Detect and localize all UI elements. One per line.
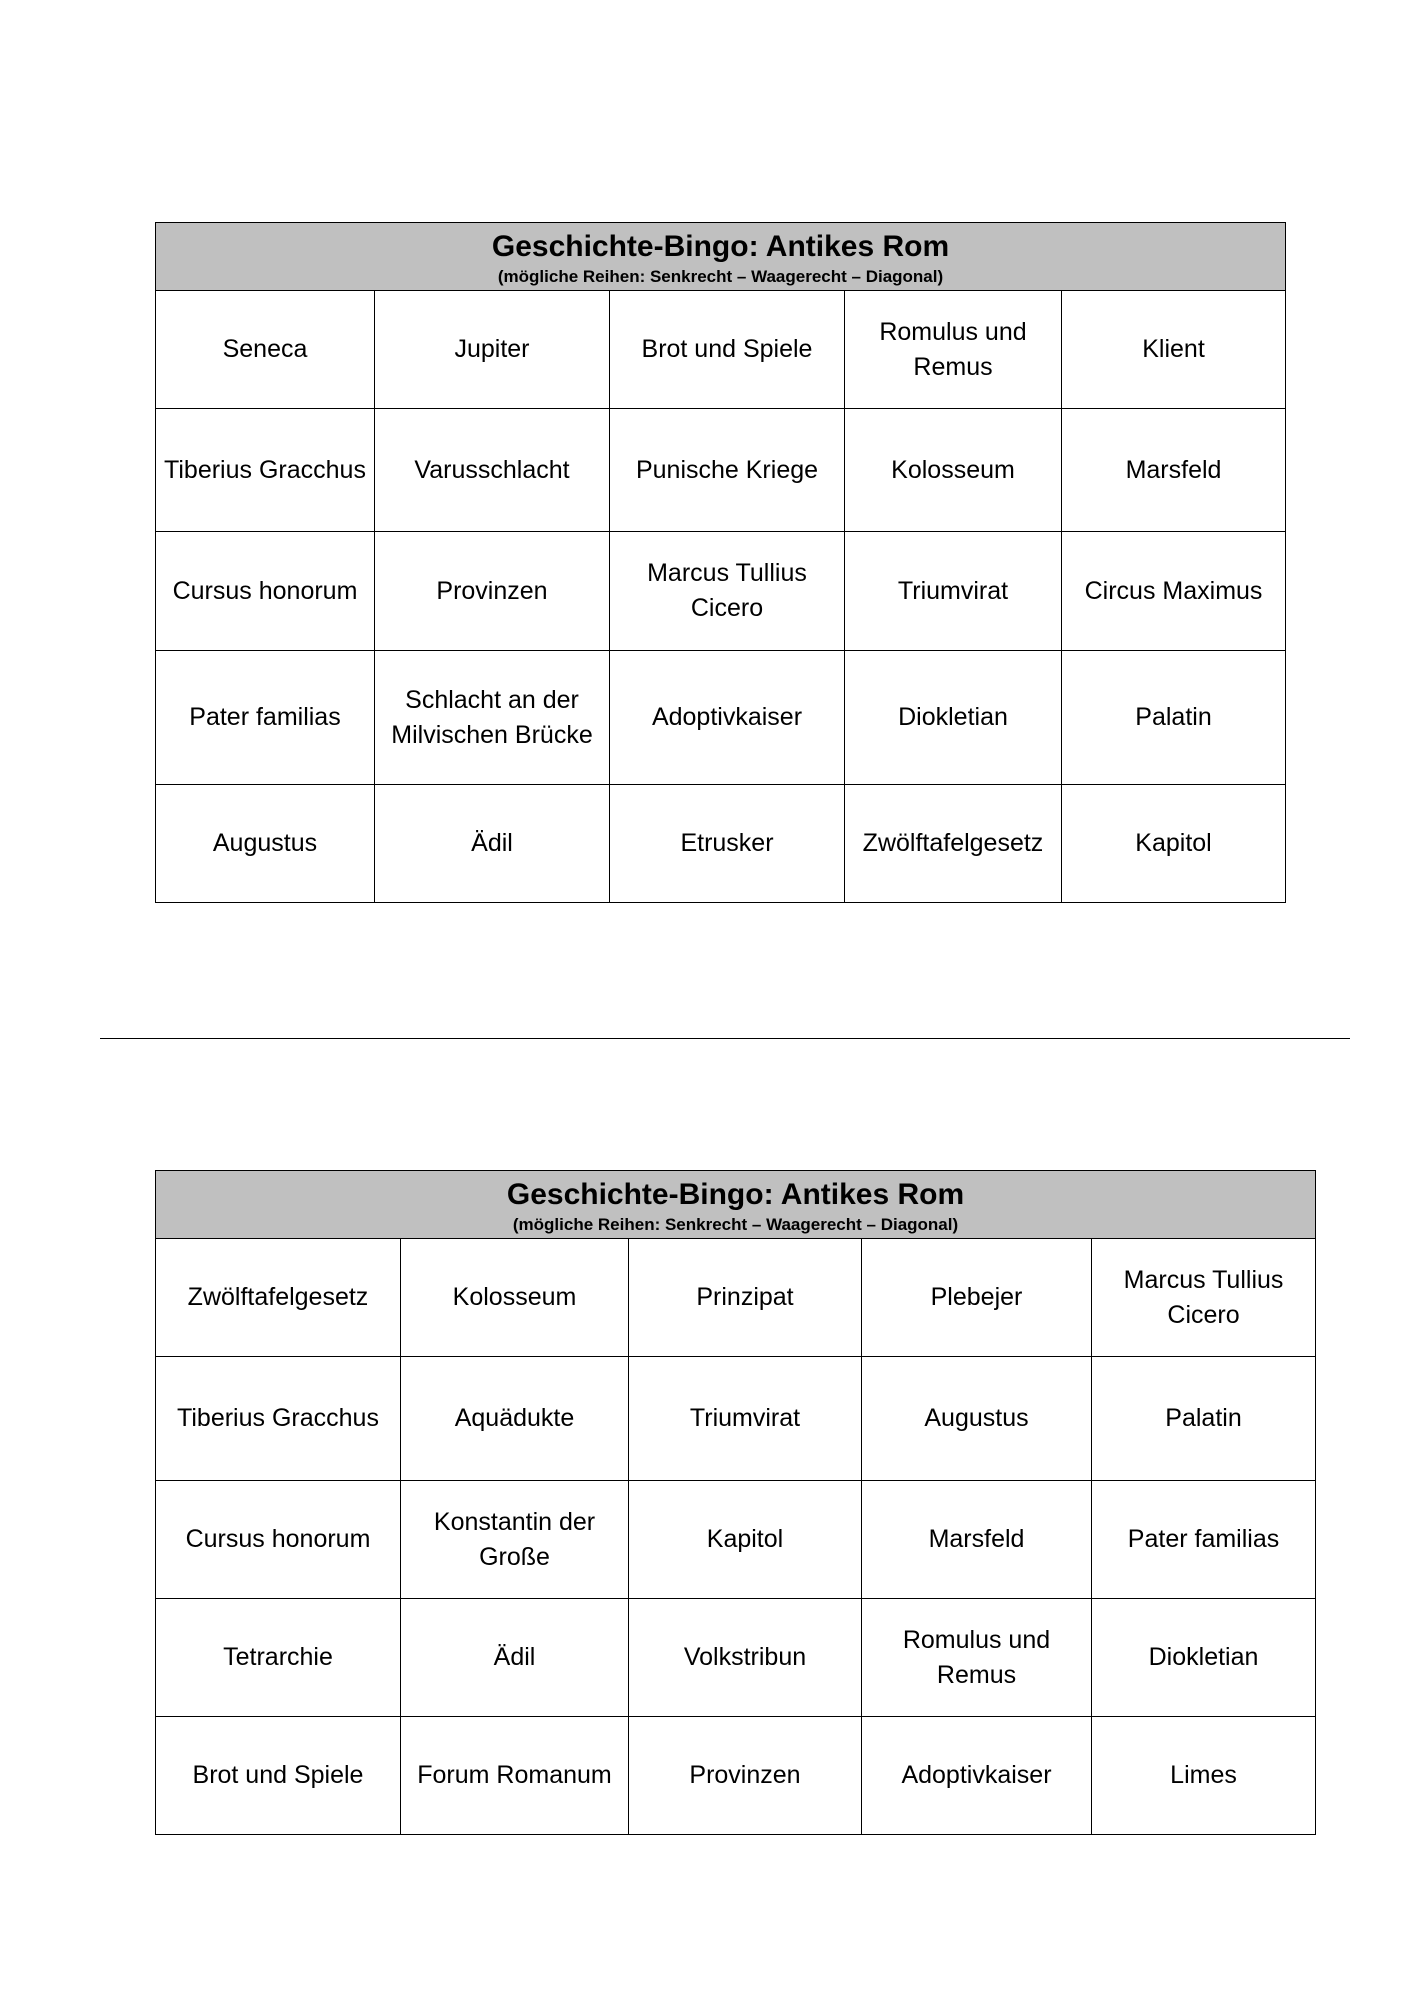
bingo-cell: Tiberius Gracchus [156,409,375,532]
bingo-cell: Brot und Spiele [156,1717,401,1835]
bingo-cell: Adoptivkaiser [610,651,845,785]
bingo-cell: Palatin [1092,1357,1316,1481]
bingo-cell: Kapitol [629,1481,862,1599]
cut-divider-line [100,1038,1350,1039]
bingo-row [156,1239,1316,1357]
bingo-cell: Palatin [1062,651,1286,785]
bingo-cell: Zwölftafelgesetz [845,785,1062,903]
bingo-cell: Schlacht an der Milvischen Brücke [375,651,610,785]
bingo-cell: Kolosseum [401,1239,629,1357]
bingo-cell: Cursus honorum [156,1481,401,1599]
card-subtitle: (mögliche Reihen: Senkrecht – Waagerecht – Diagonal) [497,266,944,286]
bingo-row [156,291,1286,409]
bingo-cell: Ädil [375,785,610,903]
bingo-cell: Romulus und Remus [845,291,1062,409]
bingo-cell: Kolosseum [845,409,1062,532]
bingo-cell: Konstantin der Große [401,1481,629,1599]
bingo-cell: Marcus Tullius Cicero [1092,1239,1316,1357]
bingo-row [156,409,1286,532]
bingo-card-2 [155,1170,1316,1835]
bingo-cell: Circus Maximus [1062,532,1286,651]
bingo-row [156,532,1286,651]
bingo-cell: Varusschlacht [375,409,610,532]
bingo-cell: Triumvirat [629,1357,862,1481]
bingo-row [156,1357,1316,1481]
bingo-cell: Volkstribun [629,1599,862,1717]
bingo-row [156,785,1286,903]
bingo-cell: Marcus Tullius Cicero [610,532,845,651]
bingo-row [156,1717,1316,1835]
card-header [156,1171,1316,1239]
bingo-cell: Aquädukte [401,1357,629,1481]
bingo-cell: Limes [1092,1717,1316,1835]
bingo-cell: Provinzen [375,532,610,651]
bingo-cell: Marsfeld [862,1481,1092,1599]
bingo-cell: Augustus [156,785,375,903]
bingo-cell: Seneca [156,291,375,409]
card-subtitle: (mögliche Reihen: Senkrecht – Waagerecht – Diagonal) [512,1214,959,1234]
bingo-cell: Marsfeld [1062,409,1286,532]
bingo-cell: Pater familias [1092,1481,1316,1599]
bingo-cell: Jupiter [375,291,610,409]
bingo-row [156,1481,1316,1599]
bingo-cell: Augustus [862,1357,1092,1481]
bingo-cell: Forum Romanum [401,1717,629,1835]
bingo-cell: Plebejer [862,1239,1092,1357]
bingo-cell: Tetrarchie [156,1599,401,1717]
card-title: Geschichte-Bingo: Antikes Rom [491,229,950,263]
bingo-card-1 [155,222,1286,903]
bingo-cell: Romulus und Remus [862,1599,1092,1717]
bingo-cell: Cursus honorum [156,532,375,651]
bingo-cell: Klient [1062,291,1286,409]
bingo-row [156,651,1286,785]
card-header-row [156,223,1286,291]
bingo-cell: Diokletian [1092,1599,1316,1717]
bingo-cell: Kapitol [1062,785,1286,903]
bingo-cell: Adoptivkaiser [862,1717,1092,1835]
bingo-cell: Triumvirat [845,532,1062,651]
bingo-cell: Prinzipat [629,1239,862,1357]
bingo-cell: Etrusker [610,785,845,903]
bingo-cell: Brot und Spiele [610,291,845,409]
bingo-cell: Punische Kriege [610,409,845,532]
bingo-cell: Provinzen [629,1717,862,1835]
card-header-row [156,1171,1316,1239]
bingo-row [156,1599,1316,1717]
card-title: Geschichte-Bingo: Antikes Rom [506,1177,965,1211]
card-header [156,223,1286,291]
bingo-cell: Zwölftafelgesetz [156,1239,401,1357]
bingo-cell: Ädil [401,1599,629,1717]
bingo-cell: Pater familias [156,651,375,785]
bingo-cell: Tiberius Gracchus [156,1357,401,1481]
bingo-cell: Diokletian [845,651,1062,785]
